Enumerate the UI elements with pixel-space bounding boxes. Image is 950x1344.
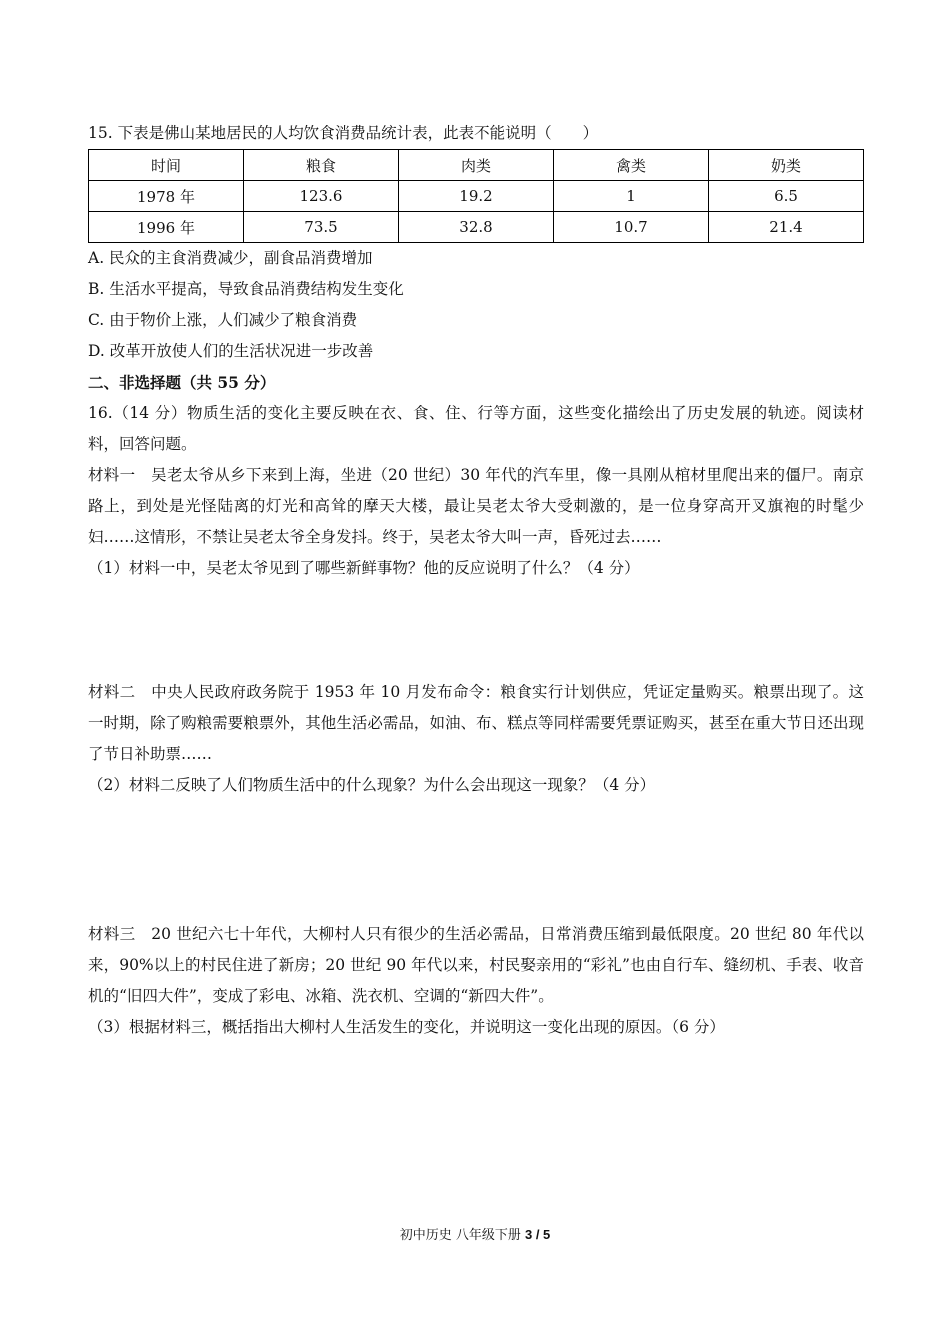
answer-space (88, 584, 864, 677)
answer-space (88, 801, 864, 919)
exam-page (88, 118, 864, 1043)
table-cell: 1978 年 (89, 181, 244, 212)
table-cell: 21.4 (709, 212, 864, 243)
material-1: 材料一 吴老太爷从乡下来到上海，坐进（20 世纪）30 年代的汽车里，像一具刚从棺材里爬出来的僵尸。南京路上，到处是光怪陆离的灯光和高耸的摩天大楼，最让吴老太爷大受刺激的，是一位身穿高开叉旗袍的时髦少妇……这情形，不禁让吴老太爷全身发抖。终于，吴老太爷大叫一声，昏死过去…… (88, 466, 864, 546)
table-header-cell: 奶类 (709, 150, 864, 181)
footer-text: 初中历史 八年级下册 (399, 1228, 525, 1243)
table-cell: 1996 年 (89, 212, 244, 243)
table-row (89, 212, 864, 243)
sub-question-1: （1）材料一中，吴老太爷见到了哪些新鲜事物？他的反应说明了什么？（4 分） (88, 559, 640, 577)
sub-question-2: （2）材料二反映了人们物质生活中的什么现象？为什么会出现这一现象？（4 分） (88, 776, 656, 794)
option-c: C. 由于物价上涨，人们减少了粮食消费 (88, 311, 358, 329)
table-header-cell: 禽类 (554, 150, 709, 181)
sub-question-3: （3）根据材料三，概括指出大柳村人生活发生的变化，并说明这一变化出现的原因。（6 分） (88, 1018, 725, 1036)
option-b: B. 生活水平提高，导致食品消费结构发生变化 (88, 280, 404, 298)
section-title: 二、非选择题（共 55 分） (88, 373, 276, 392)
q16-intro: 16.（14 分）物质生活的变化主要反映在衣、食、住、行等方面，这些变化描绘出了历史发展的轨迹。阅读材料，回答问题。 (88, 404, 864, 453)
table-cell: 123.6 (244, 181, 399, 212)
table-header-cell: 时间 (89, 150, 244, 181)
option-a: A. 民众的主食消费减少，副食品消费增加 (88, 249, 373, 267)
page-number: 3 / 5 (524, 1227, 551, 1242)
option-d: D. 改革开放使人们的生活状况进一步改善 (88, 342, 374, 360)
consumption-table (88, 149, 864, 243)
material-2: 材料二 中央人民政府政务院于 1953 年 10 月发布命令：粮食实行计划供应，凭证定量购买。粮票出现了。这一时期，除了购粮需要粮票外，其他生活必需品，如油、布、糕点等同样需要凭票证购买，甚至在重大节日还出现了节日补助票…… (88, 683, 864, 763)
table-cell: 6.5 (709, 181, 864, 212)
table-row (89, 181, 864, 212)
table-cell: 10.7 (554, 212, 709, 243)
table-cell: 32.8 (399, 212, 554, 243)
table-cell: 73.5 (244, 212, 399, 243)
table-header-cell: 粮食 (244, 150, 399, 181)
q15-stem: 15. 下表是佛山某地居民的人均饮食消费品统计表，此表不能说明（ ） (88, 124, 599, 142)
table-cell: 1 (554, 181, 709, 212)
table-header-cell: 肉类 (399, 150, 554, 181)
material-3: 材料三 20 世纪六七十年代，大柳村人只有很少的生活必需品，日常消费压缩到最低限度。20 世纪 80 年代以来，90%以上的村民住进了新房；20 世纪 90 年代以来，村民娶亲用的“彩礼”也由自行车、缝纫机、手表、收音机的“旧四大件”，变成了彩电、冰箱、洗衣机、空调的“新四大件”。 (88, 925, 864, 1005)
page-footer (0, 1224, 950, 1243)
table-header-row (89, 150, 864, 181)
table-cell: 19.2 (399, 181, 554, 212)
